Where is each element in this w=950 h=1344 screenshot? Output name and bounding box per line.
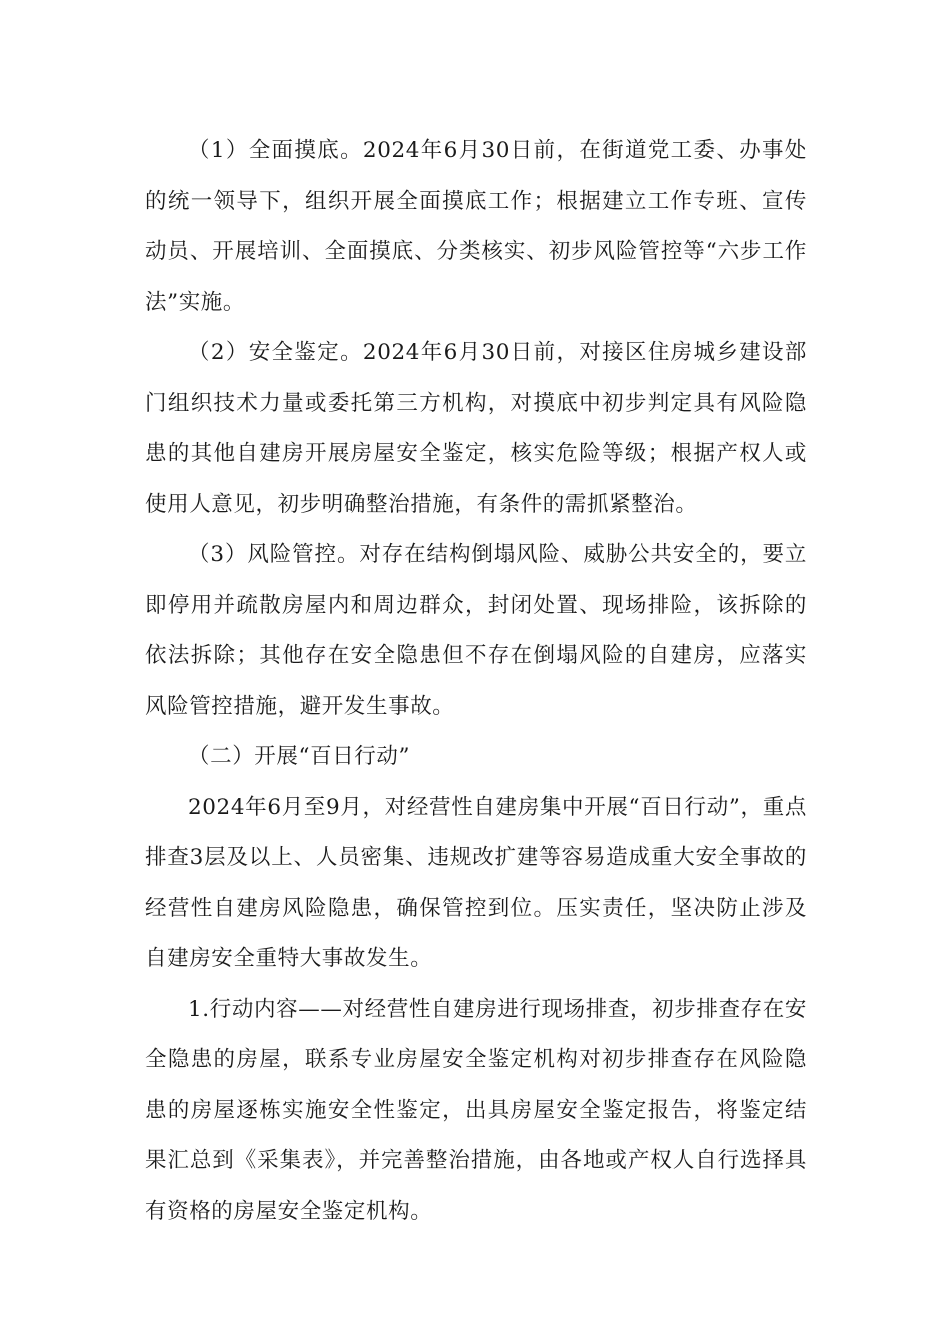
paragraph-risk-control: （3）风险管控。对存在结构倒塌风险、威胁公共安全的，要立即停用并疏散房屋内和周边群众，封闭处置、现场排险，该拆除的依法拆除；其他存在安全隐患但不存在倒塌风险的自建房，应落实风险管控措施，避开发生事故。 — [145, 542, 807, 719]
paragraph-hundred-days-overview: 2024年6月至9月，对经营性自建房集中开展“百日行动”，重点排查3层及以上、人员密集、违规改扩建等容易造成重大安全事故的经营性自建房风险隐患，确保管控到位。压实责任，坚决防止涉及自建房安全重特大事故发生。 — [145, 794, 807, 971]
paragraph-survey: （1）全面摸底。2024年6月30日前，在街道党工委、办事处的统一领导下，组织开展全面摸底工作；根据建立工作专班、宣传动员、开展培训、全面摸底、分类核实、初步风险管控等“六步工作法”实施。 — [145, 138, 807, 315]
document-page — [145, 126, 807, 1237]
section-heading-hundred-days: （二）开展“百日行动” — [188, 744, 411, 769]
paragraph-safety-appraisal: （2）安全鉴定。2024年6月30日前，对接区住房城乡建设部门组织技术力量或委托第三方机构，对摸底中初步判定具有风险隐患的其他自建房开展房屋安全鉴定，核实危险等级；根据产权人或使用人意见，初步明确整治措施，有条件的需抓紧整治。 — [145, 340, 807, 517]
paragraph-action-content: 1.行动内容——对经营性自建房进行现场排查，初步排查存在安全隐患的房屋，联系专业房屋安全鉴定机构对初步排查存在风险隐患的房屋逐栋实施安全性鉴定，出具房屋安全鉴定报告，将鉴定结果汇总到《采集表》，并完善整治措施，由各地或产权人自行选择具有资格的房屋安全鉴定机构。 — [145, 996, 807, 1224]
